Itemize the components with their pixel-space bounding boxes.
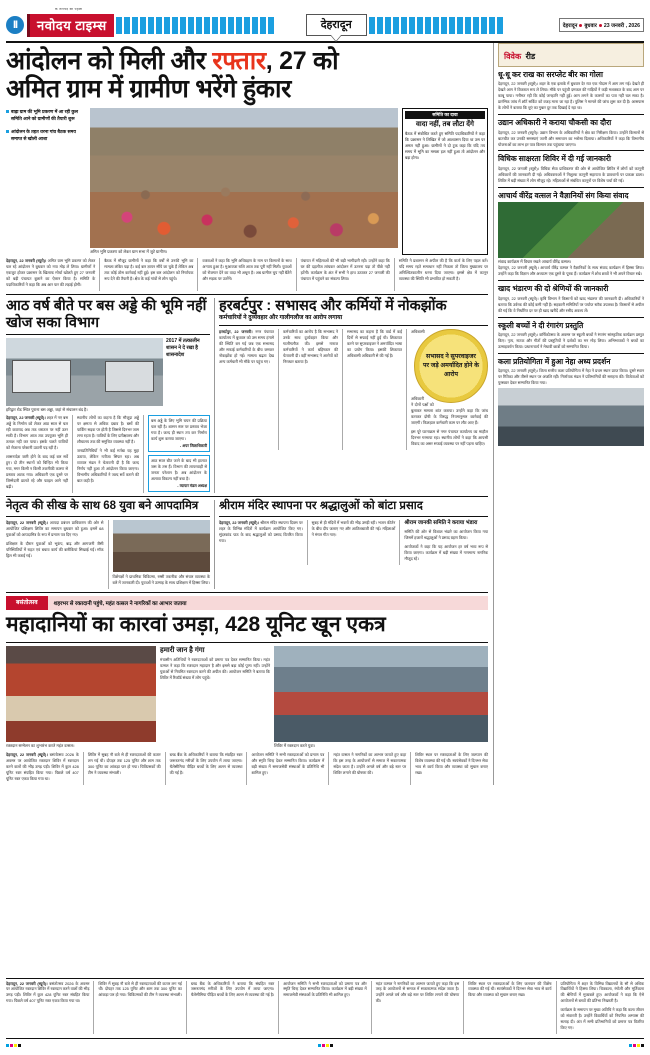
paragraph-text: इस पूरे घटनाक्रम से नगर पंचायत कार्यालय का माहौल दिनभर गरमाया रहा। स्थानीय लोगों ने कहा कि आपसी विवाद का असर सफाई व्यवस्था पर नहीं पड़ना चाहिए। — [411, 428, 488, 446]
blood-photo-right-block — [274, 646, 488, 749]
paragraph-text: शहर में नए बस अड्डे के निर्माण को लेकर आठ साल से चल रही कवायद अब तक धरातल पर नहीं उतर सकी है। विभाग आज तक उपयुक्त भूमि ही तलाश नहीं कर पाया। इसके चलते यात्रियों को रोजाना परेशानी उठानी पड़ रही है। — [6, 415, 68, 451]
sidebar-column — [493, 43, 644, 785]
sidebar-article-head: स्कूली बच्चों ने दी रंगारंग प्रस्तुति — [498, 320, 584, 330]
main-column — [6, 43, 488, 785]
blood-kicker-row — [6, 596, 488, 610]
cmyk-marks-left — [6, 1044, 21, 1047]
section-divider — [6, 592, 488, 593]
sidebar-article — [498, 321, 644, 350]
quote-attribution: - अपर जिलाधिकारी — [179, 444, 207, 449]
dateline — [559, 18, 644, 32]
dateline-day: बुधवार — [584, 23, 597, 29]
lead-headline-part1: आंदोलन को मिली और — [6, 47, 213, 75]
article-column — [6, 752, 79, 785]
paragraph-text: कर्मचारियों का आरोप है कि सभासद ने उनके साथ दुर्व्यवहार किया और गालीगलौज की। इससे नाराज कर्मचारियों ने कार्य बहिष्कार की चेतावनी दी। वहीं सभासद ने आरोपों को निराधार बताया है। — [283, 329, 338, 365]
lead-headline — [6, 43, 488, 105]
inset-heading: वादा नहीं, तब लौटा देंगे — [416, 121, 474, 128]
paragraph-text: प्रतियोगिता में शहर के विभिन्न विद्यालयों के सौ से अधिक विद्यार्थियों ने हिस्सा लिया। चित्रकला, रंगोली और मूर्तिकला की श्रेणियों में मुकाबले हुए। आयोजकों ने कहा कि ऐसे आयोजनों से बच्चों की प्रतिभा निखरती है। — [560, 980, 644, 1004]
publisher-logo-icon: II — [6, 16, 24, 34]
blood-caption-right: शिविर में रक्तदान करते युवा। — [274, 742, 316, 748]
lead-top-row — [6, 108, 488, 255]
masthead-bar-decor-left — [116, 17, 304, 34]
article-column — [93, 981, 181, 1035]
sidebar-chess-article — [498, 357, 644, 446]
lead-inset-box — [402, 108, 488, 255]
chess-photo — [498, 388, 644, 446]
article-column — [6, 258, 95, 291]
article-column — [165, 752, 243, 785]
lead-headline-highlight: रफ्तार — [212, 47, 266, 75]
article-column — [410, 752, 488, 785]
paragraph-text: शिविर में सुबह नौ बजे से ही रक्तदाताओं की कतार लग गई थी। दोपहर तक 125 यूनिट और शाम तक 300 यूनिट का आंकड़ा पार हो गया। चिकित्सकों की टीम ने व्यवस्था संभाली। — [87, 752, 161, 775]
footer-registration-marks — [6, 1041, 644, 1049]
article-column — [246, 752, 324, 785]
article-column — [219, 520, 303, 565]
paragraph-text: विशेषज्ञों ने प्राथमिक चिकित्सा, रस्सी तकनीक और संचार व्यवस्था के बारे में जानकारी दी। युवाओं ने उत्साह के साथ प्रशिक्षण में हिस्सा लिया। — [112, 573, 210, 585]
story-bus-stand — [6, 298, 210, 493]
article-column — [328, 752, 406, 785]
blood-body-columns — [6, 752, 488, 785]
article-column — [83, 752, 161, 785]
lead-headline-line2: अमित ग्राम में ग्रामीण भरेंगे हुंकार — [6, 75, 292, 103]
paragraph-text: आयोजन समिति ने सभी रक्तदाताओं को प्रमाण पत्र और स्मृति चिन्ह देकर सम्मानित किया। कार्यक्रम में बड़ी संख्या में समाजसेवी संस्थाओं के प्रतिनिधि भी शामिल हुए। — [283, 980, 367, 998]
youth-photo-column — [108, 520, 211, 589]
paragraph-text: श्रीराम मंदिर स्थापना दिवस पर शहर के विभिन्न मंदिरों में कार्यक्रम आयोजित किए गए। सुंदरकांड पाठ के बाद श्रद्धालुओं को प्रसाद वितरित किया गया। — [219, 519, 303, 543]
sidebar-article-head: उद्यान अधिकारी ने कराया चौकसी का दौरा — [498, 118, 612, 128]
list-item — [6, 128, 86, 142]
youth-headline: नेतृत्व की सीख के साथ 68 युवा बने आपदामित्र — [6, 499, 199, 512]
article-column — [197, 258, 291, 291]
article-column — [307, 520, 396, 565]
edition-badge: देहरादून — [306, 14, 367, 36]
blood-photo-right — [274, 646, 488, 742]
divider — [219, 325, 488, 326]
lead-photo — [90, 108, 398, 248]
temple-note-body: समिति की ओर से विशाल भंडारे का आयोजन किया गया जिसमें हजारों श्रद्धालुओं ने प्रसाद ग्रहण किया। — [404, 528, 489, 540]
sidebar-article-body: देहरादून, 22 जनवरी (ब्यूरो)। उद्यान विभाग के अधिकारियों ने क्षेत्र का निरीक्षण किया। उन्होंने किसानों से बातचीत कर उनकी समस्याएं जानीं और समाधान का भरोसा दिलाया। अधिकारियों ने कहा कि विभागीय योजनाओं का लाभ हर पात्र किसान तक पहुंचाया जाएगा। — [498, 129, 644, 147]
divider — [498, 353, 644, 354]
paragraph-text: शिविर में सुबह नौ बजे से ही रक्तदाताओं की कतार लग गई थी। दोपहर तक 125 यूनिट और शाम तक 300 यूनिट का आंकड़ा पार हो गया। चिकित्सकों की टीम ने व्यवस्था संभाली। — [98, 980, 182, 998]
paragraph-text: कार्यक्रम के समापन पर मुख्य अतिथि ने कहा कि कला जीवन को संवारती है। उन्होंने विद्यार्थियों को नियमित अभ्यास की सलाह दी। अंत में सभी प्रतिभागियों को प्रमाण पत्र वितरित किए गए। — [560, 1007, 644, 1031]
divider — [498, 187, 644, 188]
sidebar-photo-caption: संवाद कार्यक्रम में विचार रखते आचार्य वीरेंद्र वत्सल। — [498, 259, 572, 265]
page-footer — [6, 978, 644, 1050]
page-grid — [6, 43, 644, 785]
bullet-text: आंदोलन के तहत धरना गांव बैठक समय समाप्त से खोली आशा — [11, 129, 76, 142]
paragraph-text: वक्ताओं ने कहा कि भूमि अधिग्रहण के नाम पर किसानों के साथ अन्याय हुआ है। मुआवजा राशि आज तक पूरी नहीं मिली। युवाओं को रोजगार देने का वादा भी अधूरा है। अब ग्रामीण चुप नहीं बैठेंगे और सड़क पर उतरेंगे। — [202, 258, 292, 281]
article-column — [278, 329, 338, 449]
sidebar-article — [498, 154, 644, 183]
article-column — [99, 258, 193, 291]
sidebar-article — [498, 70, 644, 111]
youth-body-columns — [6, 520, 210, 589]
temple-body-columns — [219, 520, 488, 565]
sidebar-article-head: खाद भंडारण की दो श्रेणियों की जानकारी — [498, 284, 609, 294]
herbertpur-callout-badge: सभासद ने सुपरवाइजर पर जड़े अमर्यादित होने के आरोप — [414, 329, 488, 403]
lower-band — [6, 500, 488, 589]
lead-headline-part2: , 27 को — [265, 47, 339, 75]
article-column — [394, 258, 488, 291]
article-column — [556, 981, 644, 1035]
story-blood-donation — [6, 596, 488, 785]
paragraph-text: जनप्रतिनिधियों ने भी कई मर्तबा यह मुद्दा उठाया, लेकिन नतीजा सिफर रहा। अब व्यापार मंडल ने चेतावनी दी है कि जल्द निर्णय नहीं हुआ तो आंदोलन किया जाएगा। विभागीय अधिकारियों ने जल्द सर्वे कराने की बात कही है। — [77, 448, 139, 483]
sidebar-band — [498, 43, 644, 67]
paragraph-text: बैठक में मौजूद ग्रामीणों ने कहा कि वर्षों से उनकी भूमि का मामला लंबित पड़ा है। कई बार ज्ञापन सौंपे जा चुके हैं लेकिन अब तक कोई ठोस कार्रवाई नहीं हुई। इस बार आंदोलन को निर्णायक रूप देने की तैयारी है। क्षेत्र के कई गांवों से लोग पहुंचे। — [104, 258, 194, 281]
paragraph-text: प्रशिक्षण के दौरान युवाओं को भूकंप, बाढ़ और आगजनी जैसी परिस्थितियों में राहत एवं बचाव कार्य की बारीकियां सिखाई गईं। मॉक ड्रिल भी कराई गई। — [6, 540, 104, 558]
section-divider — [6, 496, 488, 497]
paragraph-text: आयोजन समिति ने सभी रक्तदाताओं को प्रमाण पत्र और स्मृति चिन्ह देकर सम्मानित किया। कार्यक्रम में बड़ी संख्या में समाजसेवी संस्थाओं के प्रतिनिधि भी शामिल हुए। — [251, 752, 325, 775]
dateline-lede: देहरादून, 22 जनवरी (ब्यूरो)। — [6, 415, 46, 421]
lead-photo-block — [90, 108, 398, 255]
divider — [219, 516, 488, 517]
blood-photo-row — [6, 646, 488, 749]
quote-attribution: - व्यापार मंडल अध्यक्ष — [177, 483, 207, 488]
paragraph-text: शिविर स्थल पर रक्तदाताओं के लिए जलपान की विशेष व्यवस्था की गई थी। स्वयंसेवकों ने दिनभर सेवा भाव से कार्य किया और व्यवस्था को सुचारु बनाए रखा। — [468, 980, 552, 998]
divider — [498, 114, 644, 115]
bullet-square-icon — [6, 110, 9, 113]
divider — [6, 334, 210, 335]
paragraph-text: महंत वत्सल ने नागरिकों का आभार जताते हुए कहा कि इस तरह के आयोजनों से समाज में सकारात्मक संदेश जाता है। उन्होंने अगले वर्ष और बड़े स्तर पर शिविर लगाने की घोषणा की। — [333, 752, 407, 775]
chess-body: देहरादून, 22 जनवरी (ब्यूरो)। जिला स्तरीय कला प्रतियोगिता में नेहा ने प्रथम स्थान प्राप्त किया। दूसरे स्थान पर रितिका और तीसरे स्थान पर अंजलि रहीं। निर्णायक मंडल ने प्रतिभागियों की सराहना की। विजेताओं को पुरस्कार देकर सम्मानित किया गया। — [498, 368, 644, 386]
paragraph-text: ब्लड बैंक के अधिकारियों ने बताया कि संग्रहित रक्त जरूरतमंद मरीजों के लिए उपयोग में लाया जाएगा। थैलेसीमिया पीड़ित बच्चों के लिए अलग से व्यवस्था की गई है। — [190, 980, 275, 998]
paragraph-text: अमित ग्राम भूमि प्रकरण को लेकर चल रहे आंदोलन ने बुधवार को नया मोड़ ले लिया। ग्रामीणों ने एकजुट होकर प्रशासन के खिलाफ मोर्चा खोलते हुए 27 जनवरी को बड़ी पंचायत बुलाने का ऐलान किया है। समिति के पदाधिकारियों ने कहा कि अब आर पार की लड़ाई होगी। — [6, 258, 96, 287]
article-column — [406, 329, 488, 449]
divider — [6, 516, 210, 517]
paragraph-text: अधिशासी अधिकारी ने दोनों पक्षों को बुलाकर मामला शांत कराया। उन्होंने कहा कि जांच कराकर दोषी के विरुद्ध नियमानुसार कार्रवाई की जाएगी। फिलहाल कर्मचारी काम पर लौट आए हैं। — [411, 329, 488, 426]
article-column — [186, 981, 274, 1035]
inset-label: समिति का दावा — [405, 111, 485, 119]
sidebar-article-head: आचार्य वीरेंद्र वत्सल ने वैज्ञानियों संग किया संवाद — [498, 190, 629, 200]
sidebar-article-head: धू-धू कर राख का सरप्लेट बीर का गोला — [498, 70, 603, 79]
divider — [498, 150, 644, 151]
paragraph-text: आयोजकों ने कहा कि यह आयोजन हर वर्ष भव्य रूप से किया जाएगा। कार्यक्रम में बड़ी संख्या में गणमान्य नागरिक मौजूद रहे। — [404, 543, 489, 561]
footer-rule — [6, 1038, 644, 1039]
bus-body-columns — [6, 415, 210, 492]
blood-caption-left: रक्तदान सम्मेलन का शुभारंभ करते महंत वत्सल। — [6, 742, 75, 748]
article-column — [371, 981, 459, 1035]
herbertpur-body-columns — [219, 329, 488, 449]
blood-kicker: बसंतोत्सव — [6, 596, 48, 610]
dateline-date: 23 जनवरी , 2026 — [603, 23, 641, 29]
sidebar-article — [498, 118, 644, 147]
paragraph-text: बसंतोत्सव 2026 के अवसर पर आयोजित रक्तदान शिविर में रक्तदान करने वालों की भीड़ उमड़ पड़ी। शिविर में कुल 428 यूनिट रक्त संग्रहित किया गया। पिछले वर्ष 407 यूनिट रक्त एकत्र किया गया था। — [6, 752, 79, 781]
inset-body: बैठक में संबोधित करते हुए समिति पदाधिकारियों ने कहा कि प्रशासन ने लिखित में जो आश्वासन दिया था उस पर अमल नहीं हुआ। ग्रामीणों ने दो टूक कहा कि यदि तय समय में भूमि का मसला हल नहीं हुआ तो आंदोलन और बड़ा होगा। — [405, 131, 485, 160]
dateline-lede: देहरादून, 22 जनवरी (ब्यूरो)। — [6, 752, 48, 758]
footer-continuation-columns — [6, 978, 644, 1035]
paragraph-text: महंत वत्सल ने नागरिकों का आभार जताते हुए कहा कि इस तरह के आयोजनों से समाज में सकारात्मक संदेश जाता है। उन्होंने अगले वर्ष और बड़े स्तर पर शिविर लगाने की घोषणा की। — [375, 980, 460, 1004]
lead-body-columns — [6, 258, 488, 291]
cmyk-marks-center — [318, 1044, 333, 1047]
youth-photo — [113, 520, 211, 572]
lead-bullet-list — [6, 108, 86, 255]
masthead-microtext: क जनपद का पहला — [55, 6, 83, 11]
article-column — [6, 415, 68, 492]
blood-headline: महादानियों का कारवां उमड़ा, 428 यूनिट खून एकत्र — [6, 612, 386, 636]
quote-text: आठ साल बीत जाने के बाद भी हालात जस के तस हैं। विभाग की लापरवाही से जनता परेशान है। अब आंदोलन के अलावा विकल्प नहीं बचा है। — [151, 458, 207, 481]
dot-separator-icon — [599, 24, 602, 27]
lead-story — [6, 43, 488, 291]
quote-box — [148, 415, 210, 452]
dateline-lede: देहरादून, 22 जनवरी (ब्यूरो)। — [219, 519, 259, 525]
newspaper-page — [0, 6, 650, 1055]
dateline-lede: देहरादून, 22 जनवरी (ब्यूरो)। — [6, 258, 47, 264]
blood-strip: शहरभर से रक्तदानी पहुंचे, महंत वत्सल ने नागरिकों का आभार जताया — [48, 596, 488, 610]
lead-photo-caption: अमित भूमि प्रकरण को लेकर ग्राम सभा में जुटे ग्रामीण। — [90, 249, 168, 254]
article-column — [6, 520, 104, 589]
quote-box — [148, 455, 210, 492]
list-item — [6, 108, 86, 122]
sidebar-band-part2: रीड — [525, 52, 536, 61]
article-column — [219, 329, 274, 449]
article-column — [463, 981, 551, 1035]
masthead — [6, 6, 644, 38]
quote-text: बस अड्डे के लिए भूमि चयन की प्रक्रिया चल रही है। शासन स्तर पर प्रस्ताव भेजा गया है। जल्द ही स्थान तय कर निर्माण कार्य शुरू कराया जाएगा। — [151, 418, 207, 442]
section-divider — [6, 294, 488, 295]
article-column — [278, 981, 366, 1035]
cmyk-marks-right — [629, 1044, 644, 1047]
paragraph-text: शासनादेश जारी होने के बाद कई बार सर्वे हुए। दो तीन स्थानों को चिन्हित भी किया गया, मगर किसी न किसी तकनीकी कारण से प्रस्ताव अटक गया। अधिकारी एक दूसरे पर जिम्मेदारी डालते रहे और फाइल आगे नहीं बढ़ी। — [6, 454, 68, 489]
herbertpur-headline: हरबर्टपुर : सभासद और कर्मियों में नोकझोंक — [219, 297, 447, 314]
sidebar-article-body: देहरादून, 22 जनवरी (ब्यूरो)। कृषि विभाग ने किसानों को खाद भंडारण की जानकारी दी। अधिकारियों ने बताया कि उर्वरक की कोई कमी नहीं है। सहकारी समितियों पर पर्याप्त स्टॉक उपलब्ध है। किसानों से अपील की गई कि वे निर्धारित दर पर ही खाद खरीदें और रसीद अवश्य लें। — [498, 295, 644, 313]
bus-photo-caption: हरिद्वार रोड स्थित पुराना बस अड्डा, जहां से संचालन बंद है। — [6, 407, 88, 413]
sidebar-article-body: देहरादून, 22 जनवरी (ब्यूरो)। शहर के एक इलाके में बुधवार देर रात एक गोदाम में आग लग गई। देखते ही देखते आग ने विकराल रूप ले लिया। मौके पर पहुंची दमकल की गाड़ियों ने कड़ी मशक्कत के बाद आग पर काबू पाया। गनीमत रही कि कोई जनहानि नहीं हुई। आग लगने के कारणों का पता नहीं चल सका है। प्रारंभिक जांच में शॉर्ट सर्किट को वजह माना जा रहा है। पुलिस ने मामले की जांच शुरू कर दी है। आसपास के लोगों ने बताया कि धुएं का गुबार दूर तक दिखाई दे रहा था। — [498, 81, 644, 111]
temple-headline: श्रीराम मंदिर स्थापना पर श्रद्धालुओं को बांटा प्रसाद — [219, 499, 423, 512]
bus-photo-block — [6, 338, 163, 413]
story-temple — [214, 500, 488, 589]
sidebar-article-body: देहरादून, 22 जनवरी (ब्यूरो)। वार्षिकोत्सव के अवसर पर स्कूली बच्चों ने रंगारंग सांस्कृतिक कार्यक्रम प्रस्तुत किए। नृत्य, नाटक और गीतों की प्रस्तुतियों ने दर्शकों का मन मोह लिया। अभिभावकों ने बच्चों का उत्साहवर्धन किया। प्रधानाचार्य ने मेधावी छात्रों को सम्मानित किया। — [498, 332, 644, 349]
paragraph-text: शिविर स्थल पर रक्तदाताओं के लिए जलपान की विशेष व्यवस्था की गई थी। स्वयंसेवकों ने दिनभर सेवा भाव से कार्य किया और व्यवस्था को सुचारु बनाए रखा। — [415, 752, 488, 775]
paragraph-text: समिति ने प्रशासन से अपील की है कि वार्ता के लिए पहल करें। यदि समय रहते समाधान नहीं निकला तो जिला मुख्यालय पर अनिश्चितकालीन धरना दिया जाएगा। इससे क्षेत्र में कानून व्यवस्था की स्थिति भी प्रभावित हो सकती है। — [398, 258, 489, 281]
sidebar-article — [498, 284, 644, 313]
divider — [498, 280, 644, 281]
paragraph-text: आपदा प्रबंधन प्राधिकरण की ओर से आयोजित प्रशिक्षण शिविर का समापन बुधवार को हुआ। इसमें 68 युवाओं को आपदामित्र के रूप में प्रमाण पत्र दिए गए। — [6, 519, 104, 537]
paragraph-text: ब्लड बैंक के अधिकारियों ने बताया कि संग्रहित रक्त जरूरतमंद मरीजों के लिए उपयोग में लाया जाएगा। थैलेसीमिया पीड़ित बच्चों के लिए अलग से व्यवस्था की गई है। — [169, 752, 243, 775]
blood-subnote-head: हमारी जान है गंगा — [160, 646, 205, 654]
story-youth — [6, 500, 210, 589]
dateline-city: देहरादून — [562, 23, 578, 29]
mid-band — [6, 298, 488, 493]
sidebar-article-head: विधिक साक्षरता शिविर में दी गई जानकारी — [498, 154, 611, 164]
article-column — [6, 981, 89, 1035]
article-column — [72, 415, 139, 492]
sidebar-article-body: देहरादून, 22 जनवरी (ब्यूरो)। विधिक सेवा प्राधिकरण की ओर से आयोजित शिविर में लोगों को कानूनी अधिकारों की जानकारी दी गई। अधिवक्ताओं ने निशुल्क कानूनी सहायता के प्रावधानों पर प्रकाश डाला। शिविर में बड़ी संख्या में लोग मौजूद रहे। महिलाओं से संबंधित कानूनों पर विशेष चर्चा की गई। — [498, 165, 644, 183]
article-column — [342, 329, 402, 449]
sidebar-band-part1: विवेक — [504, 52, 522, 61]
paragraph-text: बसंतोत्सव 2026 के अवसर पर आयोजित रक्तदान शिविर में रक्तदान करने वालों की भीड़ उमड़ पड़ी। शिविर में कुल 428 यूनिट रक्त संग्रहित किया गया। पिछले वर्ष 407 यूनिट रक्त एकत्र किया गया था। — [6, 980, 90, 1004]
masthead-bar-decor-right — [369, 17, 557, 34]
herbertpur-subhead: कर्मचारियों ने दुर्व्यवहार और गालीगलौज का आरोप लगाया — [219, 314, 343, 321]
blood-subnote — [160, 646, 270, 749]
temple-note-column — [399, 520, 488, 565]
bullet-text: बाह्रा ग्राम की भूमि प्रकरण में आ रही कुल समिति आने को ग्रामीणों की तैयारी शुरू — [11, 109, 78, 122]
divider — [6, 642, 488, 643]
bus-photo — [6, 338, 163, 406]
divider — [498, 317, 644, 318]
dateline-lede: हरबर्टपुर, 22 जनवरी। — [219, 329, 253, 335]
paper-name: नवोदय टाइम्स — [27, 14, 114, 37]
dateline-lede: देहरादून, 22 जनवरी (ब्यूरो)। — [6, 519, 48, 525]
bus-headline: आठ वर्ष बीते पर बस अड्डे की भूमि नहीं खोज सका विभाग — [6, 297, 207, 331]
blood-subnote-body: मंचासीन अतिथियों ने रक्तदाताओं को प्रमाण पत्र देकर सम्मानित किया। महंत वत्सल ने कहा कि रक्तदान महादान है और इससे बड़ा कोई पुण्य नहीं। उन्होंने युवाओं से नियमित रक्तदान करने की अपील की। आयोजन समिति ने बताया कि शिविर में रिकॉर्ड संख्या में लोग पहुंचे। — [160, 656, 270, 680]
dateline-lede: देहरादून, 22 जनवरी (ब्यूरो)। — [6, 980, 48, 986]
story-herbertpur — [214, 298, 488, 493]
sidebar-article — [498, 191, 644, 278]
blood-photo-left-block — [6, 646, 156, 749]
temple-note-head: श्रीराम जानकी समिति ने कराया भंडारा — [404, 519, 478, 526]
bus-side-note: 2017 में तत्कालीन शासन ने दे रखा है शासनादेश — [166, 338, 200, 359]
edition-badge-wrap — [306, 14, 367, 36]
dot-separator-icon — [579, 24, 582, 27]
article-column — [296, 258, 390, 291]
paragraph-text: सभासद का कहना है कि वार्ड में कई दिनों से सफाई नहीं हुई थी। शिकायत करने पर सुपरवाइजर ने अमर्यादित भाषा का प्रयोग किया। इसकी शिकायत अधिशासी अधिकारी से की गई है। — [347, 329, 402, 359]
paragraph-text: स्थानीय लोगों का कहना है कि मौजूदा अड्डे पर क्षमता से अधिक दबाव है। बसों की पार्किंग सड़क पर होती है जिससे दिनभर जाम लगा रहता है। यात्रियों के लिए प्रतीक्षालय और शौचालय तक की समुचित व्यवस्था नहीं है। — [77, 415, 139, 445]
sidebar-article-body: देहरादून, 22 जनवरी (ब्यूरो)। आचार्य वीरेंद्र वत्सल ने वैज्ञानिकों के साथ संवाद कार्यक्रम में हिस्सा लिया। उन्होंने कहा कि विज्ञान और अध्यात्म एक दूसरे के पूरक हैं। कार्यक्रम में शोध छात्रों ने भी अपने विचार रखे। — [498, 265, 644, 277]
paragraph-text: सुबह से ही मंदिरों में भक्तों की भीड़ उमड़ी रही। भजन कीर्तन के बीच दीप जलाए गए और आतिशबाजी की गई। महिलाओं ने मंगल गीत गाए। — [311, 519, 396, 537]
chess-head: कला प्रतियोगिता में हुआ नेहा अध्य प्रदर्शन — [498, 356, 611, 366]
blood-photo-left — [6, 646, 156, 742]
bullet-square-icon — [6, 130, 9, 133]
paragraph-text: नगर पंचायत कार्यालय में बुधवार को उस समय हंगामे की स्थिति बन गई जब एक सभासद और सफाई कर्मचारियों के बीच जमकर नोकझोंक हो गई। मामला बढ़ता देख अन्य कर्मचारी भी मौके पर पहुंच गए। — [219, 329, 274, 365]
sidebar-photo — [498, 202, 644, 258]
bus-quote-column — [143, 415, 210, 492]
paragraph-text: पंचायत में महिलाओं की भी बड़ी भागीदारी रही। उन्होंने कहा कि घर की दहलीज लांघकर आंदोलन में उतरना पड़ा तो पीछे नहीं हटेंगी। कार्यक्रम के अंत में सभी ने हाथ उठाकर 27 जनवरी की पंचायत में पहुंचने का संकल्प लिया। — [300, 258, 390, 281]
